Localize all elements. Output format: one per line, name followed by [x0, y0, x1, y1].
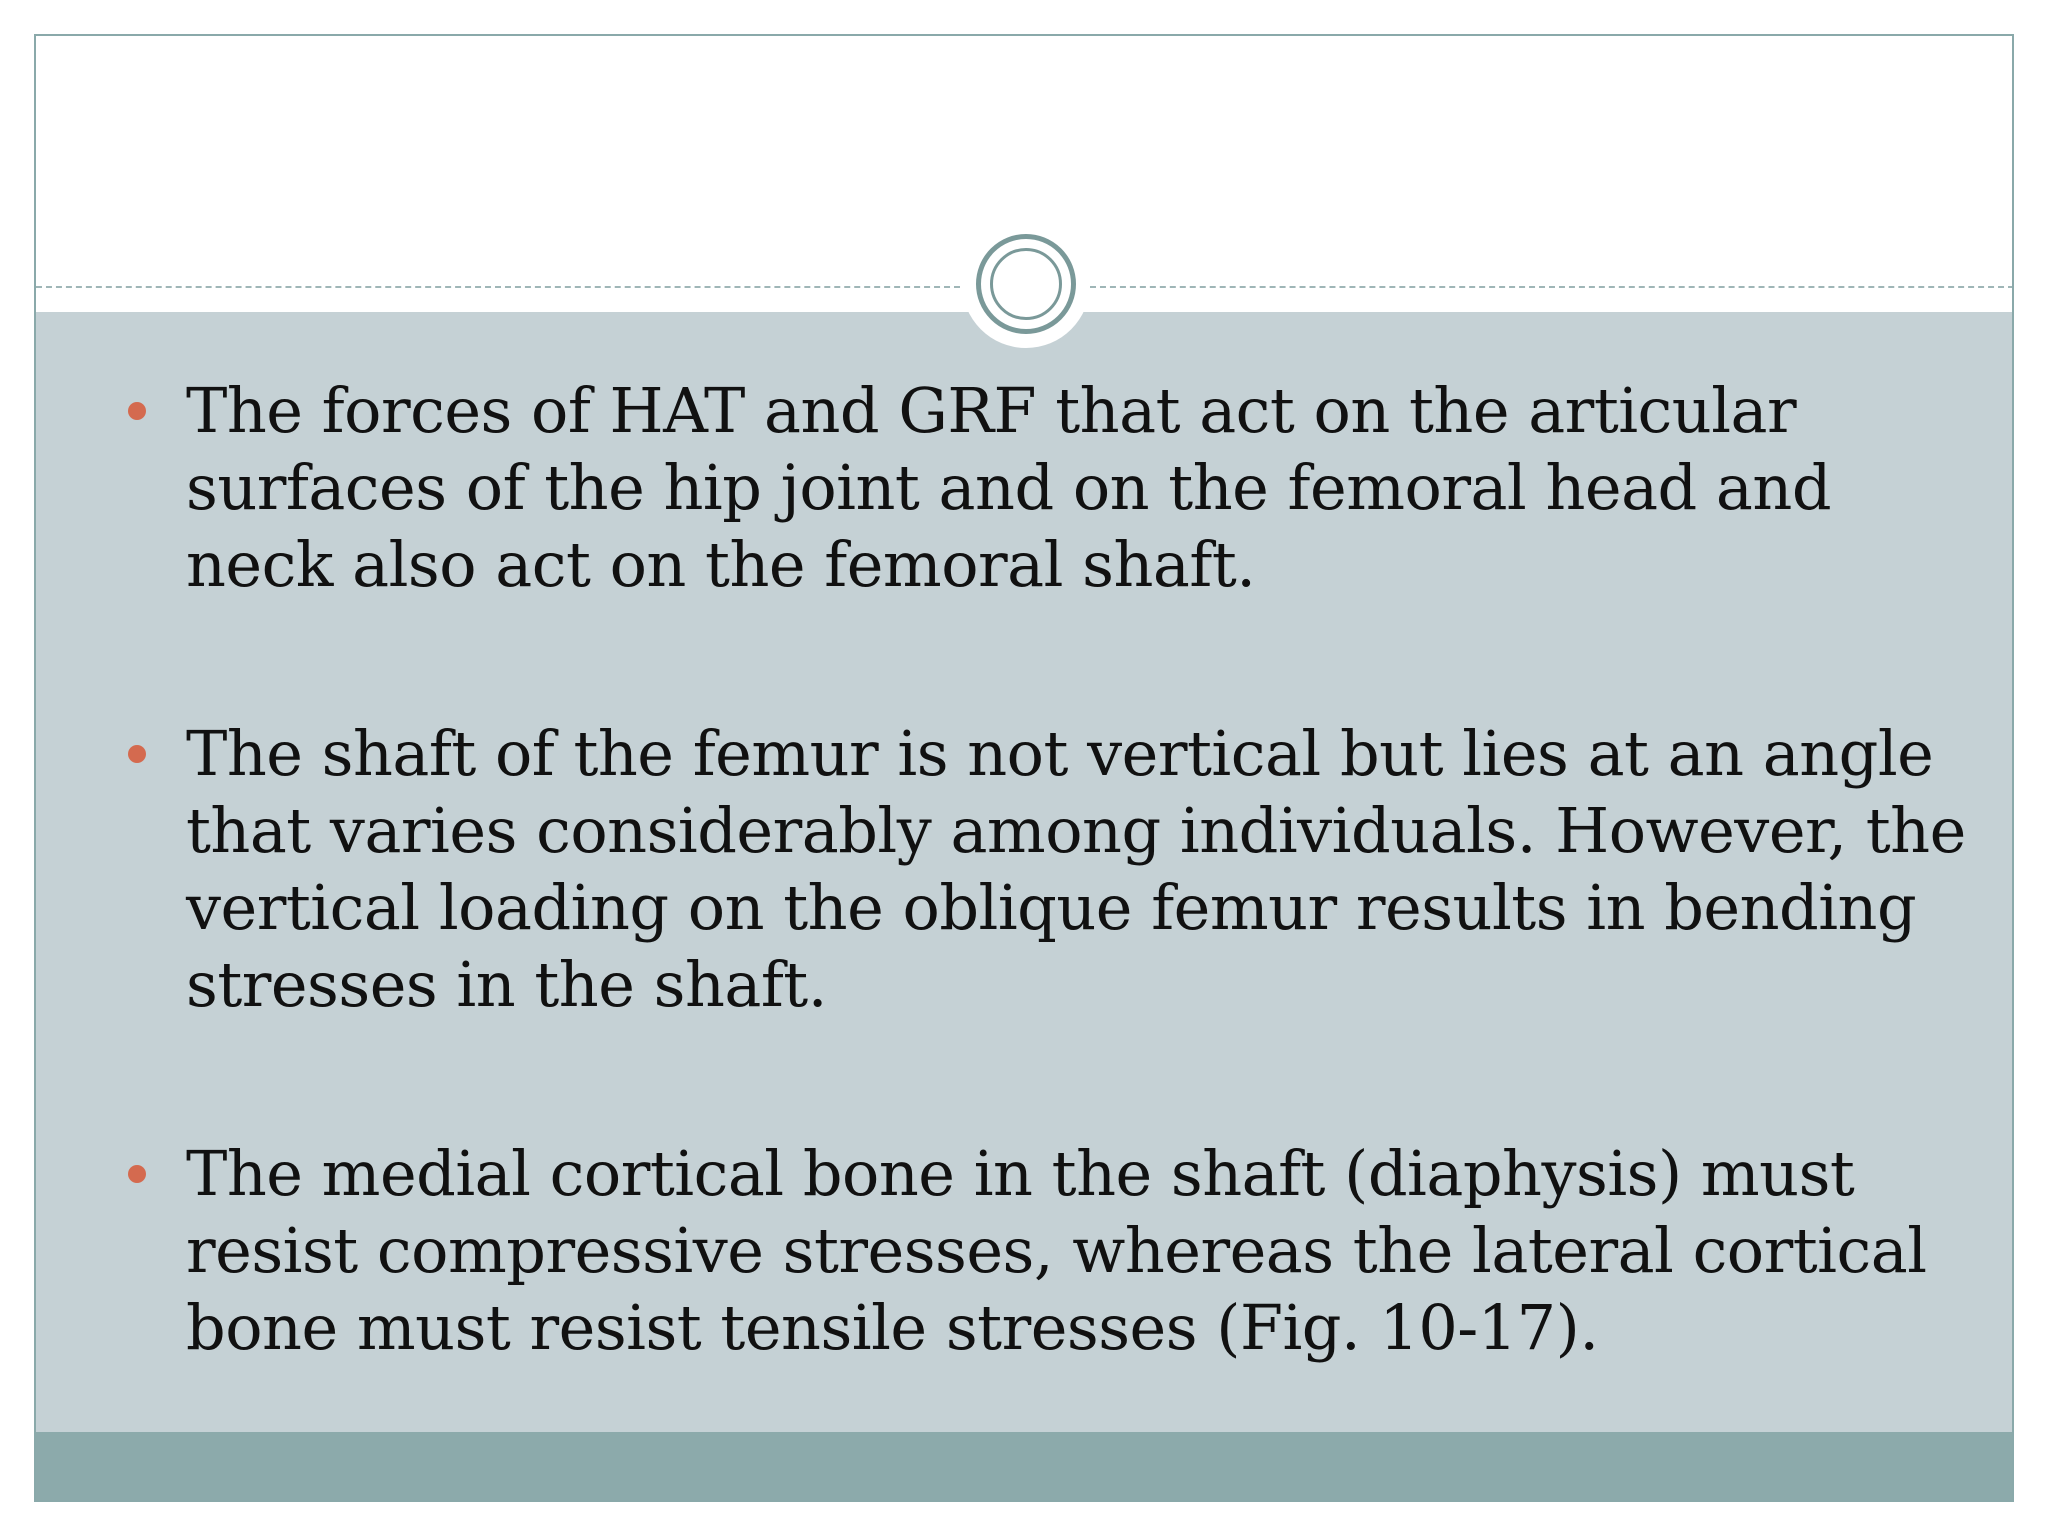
- slide: [34, 34, 2014, 1502]
- bullet-dot-icon: [128, 745, 146, 763]
- circle-ornament-inner-ring: [990, 248, 1062, 320]
- bullet-text: The forces of HAT and GRF that act on the articular surfaces of the hip joint and on the femoral head and neck also act on the femoral shaft.: [186, 374, 1832, 601]
- bullet-list: [96, 372, 1996, 1478]
- bullet-text: The medial cortical bone in the shaft (diaphysis) must resist compressive stresses, whereas the lateral cortical bone must resist tensile stresses (Fig. 10-17).: [186, 1137, 1927, 1364]
- circle-ornament-icon: [976, 234, 1076, 334]
- bullet-item: [96, 372, 1996, 603]
- bullet-item: [96, 1135, 1996, 1366]
- footer-band: [36, 1432, 2012, 1502]
- bullet-item: [96, 715, 1996, 1023]
- bullet-dot-icon: [128, 402, 146, 420]
- bullet-dot-icon: [128, 1165, 146, 1183]
- header-divider-left: [36, 286, 960, 288]
- bullet-text: The shaft of the femur is not vertical but lies at an angle that varies considerably among individuals. However, the vertical loading on the oblique femur results in bending stresses in the shaft.: [186, 717, 1966, 1021]
- header-divider-right: [1090, 286, 2014, 288]
